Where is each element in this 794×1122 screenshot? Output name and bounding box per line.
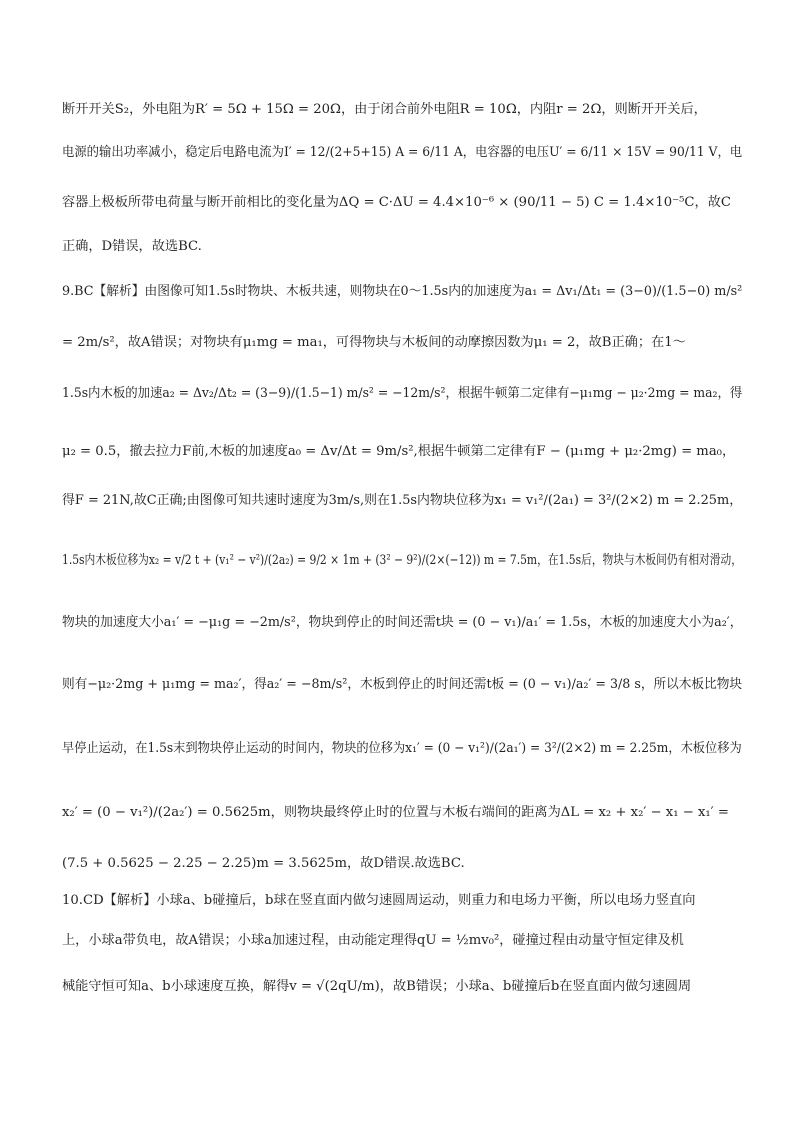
text-line-12 bbox=[62, 660, 742, 704]
text-line-5 bbox=[62, 268, 742, 310]
text-line-6 bbox=[62, 326, 742, 354]
line-5-text: 9.BC【解析】由图像可知1.5s时物块、木板共速，则物块在0～1.5s内的加速度为a₁ = Δv₁/Δt₁ = (3−0)/(1.5−0) m/s² bbox=[62, 283, 743, 299]
line-1-text: 断开开关S₂，外电阻为R′ = 5Ω + 15Ω = 20Ω，由于闭合前外电阻R = 10Ω，内阻r = 2Ω，则断开开关后， bbox=[62, 101, 707, 117]
line-8-text: μ₂ = 0.5，撤去拉力F前,木板的加速度a₀ = Δv/Δt = 9m/s²,根据牛顿第二定律有F − (μ₁mg + μ₂·2mg) = ma₀， bbox=[62, 443, 736, 459]
text-line-2 bbox=[62, 130, 742, 170]
line-13-text: 早停止运动，在1.5s末到物块停止运动的时间内，物块的位移为x₁′ = (0 − v₁²)/(2a₁′) = 3²/(2×2) m = 2.25m，木板位移为 bbox=[62, 740, 742, 756]
text-line-15 bbox=[62, 846, 742, 876]
line-2-text: 电源的输出功率减小，稳定后电路电流为I′ = 12/(2+5+15) A = 6/11 A，电容器的电压U′ = 6/11 × 15V = 90/11 V，电 bbox=[62, 144, 743, 160]
text-line-1 bbox=[62, 92, 742, 122]
text-line-9 bbox=[62, 476, 742, 520]
text-line-14 bbox=[62, 788, 742, 832]
text-line-13 bbox=[62, 724, 742, 768]
line-3-text: 容器上极板所带电荷量与断开前相比的变化量为ΔQ = C·ΔU = 4.4×10⁻⁶ × (90/11 − 5) C = 1.4×10⁻⁵C，故C bbox=[62, 194, 731, 210]
line-10-text: 1.5s内木板位移为x₂ = v/2 t + (v₁² − v²)/(2a₂) = 9/2 × 1m + (3² − 9²)/(2×(−12)) m = 7.5m，在1.5s后，物块与木板间仍有相对滑动， bbox=[62, 552, 742, 568]
text-line-16 bbox=[62, 884, 742, 912]
text-line-4 bbox=[62, 230, 742, 258]
line-12-text: 则有−μ₂·2mg + μ₁mg = ma₂′，得a₂′ = −8m/s²，木板到停止的时间还需t板 = (0 − v₁)/a₂′ = 3/8 s，所以木板比物块 bbox=[62, 676, 742, 692]
line-9-text: 得F = 21N,故C正确;由图像可知共速时速度为3m/s,则在1.5s内物块位移为x₁ = v₁²/(2a₁) = 3²/(2×2) m = 2.25m， bbox=[62, 492, 743, 508]
line-7-text: 1.5s内木板的加速a₂ = Δv₂/Δt₂ = (3−9)/(1.5−1) m/s² = −12m/s²，根据牛顿第二定律有−μ₁mg − μ₂·2mg = ma₂，得 bbox=[62, 385, 743, 401]
line-11-text: 物块的加速度大小a₁′ = −μ₁g = −2m/s²，物块到停止的时间还需t块 = (0 − v₁)/a₁′ = 1.5s，木板的加速度大小为a₂′， bbox=[62, 614, 743, 630]
text-line-3 bbox=[62, 178, 742, 222]
text-line-11 bbox=[62, 598, 742, 642]
line-17-text: 上，小球a带负电，故A错误；小球a加速过程，由动能定理得qU = ½mv₀²，碰撞过程由动量守恒定律及机 bbox=[62, 932, 684, 948]
line-4-text: 正确，D错误，故选BC. bbox=[62, 238, 202, 254]
line-18-text: 械能守恒可知a、b小球速度互换，解得v = √(2qU/m)，故B错误；小球a、b碰撞后b在竖直面内做匀速圆周 bbox=[62, 978, 692, 994]
line-15-text: (7.5 + 0.5625 − 2.25 − 2.25)m = 3.5625m，故D错误.故选BC. bbox=[62, 855, 465, 871]
line-14-text: x₂′ = (0 − v₁²)/(2a₂′) = 0.5625m，则物块最终停止时的位置与木板右端间的距离为ΔL = x₂ + x₂′ − x₁ − x₁′ = bbox=[62, 804, 729, 820]
line-6-text: = 2m/s²，故A错误；对物块有μ₁mg = ma₁，可得物块与木板间的动摩擦因数为μ₁ = 2，故B正确；在1～ bbox=[62, 334, 686, 350]
text-line-7 bbox=[62, 370, 742, 412]
text-line-8 bbox=[62, 428, 742, 470]
text-line-17 bbox=[62, 918, 742, 958]
text-line-18 bbox=[62, 962, 742, 1006]
text-line-10 bbox=[62, 536, 742, 580]
line-16-text: 10.CD【解析】小球a、b碰撞后，b球在竖直面内做匀速圆周运动，则重力和电场力平衡，所以电场力竖直向 bbox=[62, 892, 696, 908]
